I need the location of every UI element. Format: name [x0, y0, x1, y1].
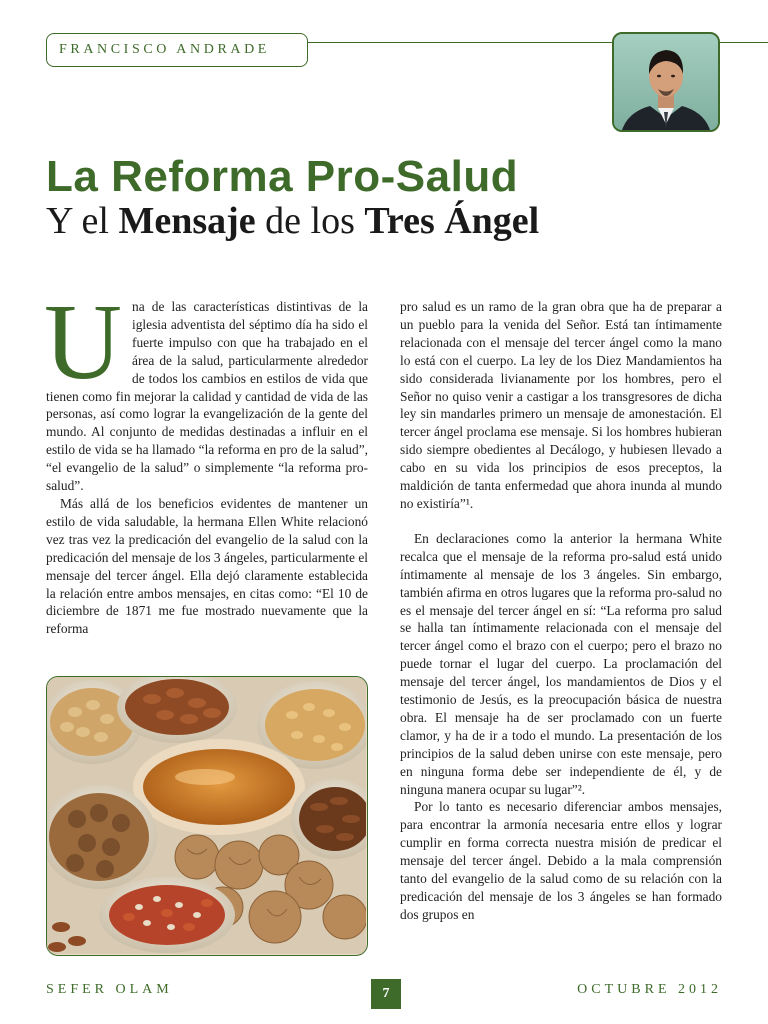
author-photo: [612, 32, 720, 132]
paragraph: Por lo tanto es necesario diferenciar ambos mensajes, para encontrar la armonía necesaria entre ellos y lograr cumplir en forma correcta nuestra misión de predicar el mensaje del tercer ángel. Debido a la mala comprensión tanto del evangelio de la salud como de su relación con la predicación del mensaje de los 3 ángeles se han formado dos grupos en: [400, 799, 722, 922]
subtitle-part-y-el: Y el: [46, 200, 109, 242]
paragraph: pro salud es un ramo de la gran obra que ha de preparar a un pueblo para la venida del Señor. Está tan íntimamente relacionada con el mensaje del tercer ángel como la mano lo está con el cuerpo. La ley de los Diez Mandamientos ha sido considerada livianamente por los hombres, pero el Señor no quiso venir a castigar a los transgresores de dicha ley sin mandarles primero un mensaje de amonestación. El tercer ángel proclama ese mensaje. Si los hombres hubieran sido siempre obedientes al Decálogo, y hubiesen llevado a cabo en su vida los principios de esos preceptos, la maldición de tanta enfermedad que ahora inunda al mundo no existiría”¹.: [400, 299, 722, 511]
subtitle-part-tres-angel: Tres Ángel: [364, 200, 540, 242]
footer-issue-date: OCTUBRE 2012: [577, 982, 722, 997]
drop-cap: U: [44, 283, 122, 402]
nuts-photo: [46, 676, 368, 956]
paragraph: Más allá de los beneficios evidentes de mantener un estilo de vida saludable, la hermana Ellen White relacionó vez tras vez la predicación del evangelio de la salud con la predicación del mensaje de los 3 ángeles, particularmente el mensaje del tercer ángel. Ella dejó claramente establecida la relación entre ambos mensajes, en citas como: “El 10 de diciembre de 1871 me fue mostrado nuevamente que la reforma: [46, 495, 368, 637]
paragraph: na de las características distintivas de la iglesia adventista del séptimo día ha sido el fuerte impulso con que ha trabajado en el área de la salud, particularmente alrededor de todos los cambios en estilos de vida que tienen como fin mejorar la calidad y cantidad de vida de las personas, así como lograr la evangelización de la gente del mundo. Al conjunto de medidas destinadas a influir en el estilo de vida se ha llamado “la reforma en pro de la salud”, “el evangelio de la salud” o simplemente “la reforma pro-salud”.: [46, 299, 368, 494]
footer-magazine-name: SEFER OLAM: [46, 982, 173, 997]
paragraph: En declaraciones como la anterior la hermana White recalca que el mensaje de la reforma pro-salud está unido íntimamente al mensaje de los 3 ángeles. Sin embargo, también afirma en otros lugares que la reforma pro-salud no es el mensaje del tercer ángel en sí: “La reforma pro salud se halla tan íntimamente relacionada con el mensaje del tercer ángel como el brazo con el cuerpo; pero el brazo no puede tornar el lugar del cuerpo. La proclamación del mensaje del tercer ángel, los mandamientos de Dios y el testimonio de Jesús, es la preocupación básica de nuestra obra. El mensaje ha de ser proclamado con un fuerte clamor, y ha de ir a todo el mundo. La presentación de los principios de la salud deben unirse con este mensaje, pero en ninguna forma debe ser independiente de él, y de ninguna manera ocupar su lugar”².: [400, 530, 722, 797]
author-label-box: [46, 33, 308, 67]
article-subtitle: [46, 199, 539, 243]
page-number: 7: [371, 979, 401, 1009]
subtitle-part-mensaje: Mensaje: [118, 200, 256, 242]
author-name: FRANCISCO ANDRADE: [59, 42, 270, 57]
right-text-column: [400, 298, 722, 924]
subtitle-part-de-los: de los: [265, 200, 355, 242]
left-text-column: [44, 283, 368, 638]
article-title: La Reforma Pro-Salud: [46, 152, 519, 201]
